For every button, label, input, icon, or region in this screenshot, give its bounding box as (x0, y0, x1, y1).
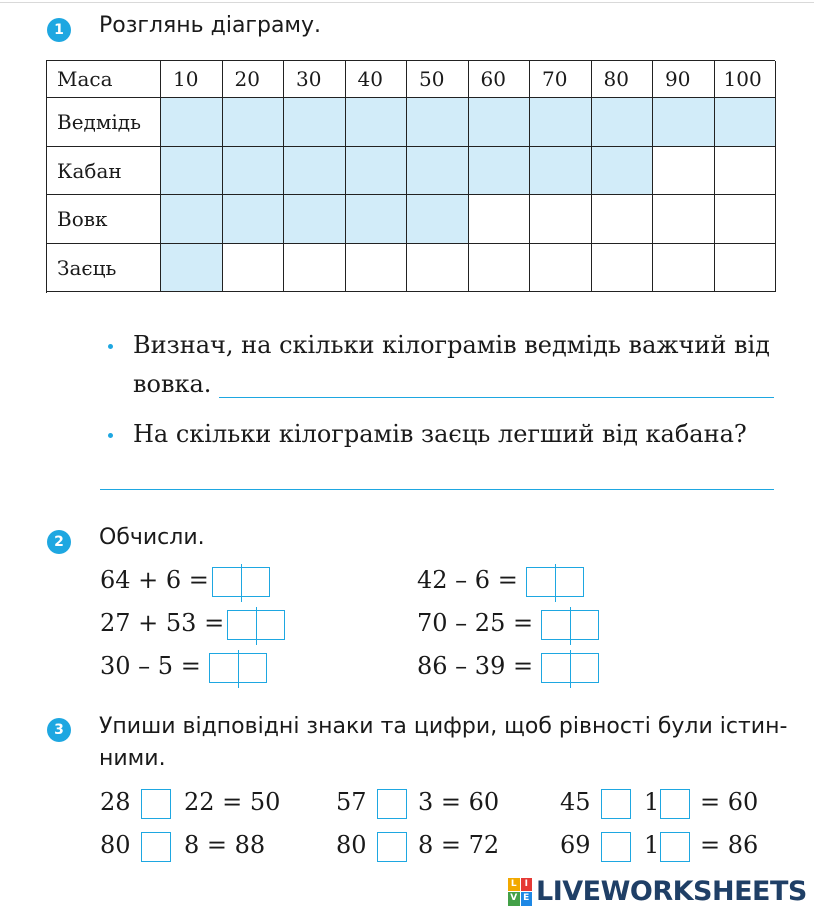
bar-cell-filled (223, 147, 285, 196)
sign-box[interactable] (377, 832, 407, 862)
sign-box[interactable] (601, 832, 631, 862)
bar-cell-filled (469, 98, 531, 147)
animal-label: Вовк (57, 207, 108, 231)
column-label: 50 (419, 67, 445, 91)
logo-text: LIVEWORKSHEETS (536, 876, 807, 907)
bullet (108, 433, 113, 438)
bar-cell-filled (161, 195, 223, 244)
table-column-header (223, 61, 285, 98)
bar-cell-filled (530, 98, 592, 147)
answer-2-line[interactable] (100, 489, 774, 490)
bar-cell-empty (284, 244, 346, 293)
column-label: 100 (723, 67, 762, 91)
bar-cell-filled (346, 147, 408, 196)
expression: 70 – 25 = (417, 609, 534, 637)
bar-cell-filled (161, 244, 223, 293)
bar-cell-filled (284, 195, 346, 244)
bar-cell-filled (284, 147, 346, 196)
table-column-header (346, 61, 408, 98)
answer-box[interactable] (541, 610, 599, 640)
diagram-table (46, 60, 775, 293)
bar-cell-filled (346, 98, 408, 147)
table-column-header (592, 61, 654, 98)
equation-number: 57 (336, 788, 367, 816)
expression: 27 + 53 = (100, 609, 225, 637)
table-row-label (47, 195, 161, 244)
logo-letter: L (508, 878, 520, 892)
question-2-line1: На скільки кілограмів заєць легший від кабана? (133, 420, 747, 448)
sign-box[interactable] (141, 789, 171, 819)
logo-letter: V (508, 892, 520, 906)
bar-cell-filled (469, 147, 531, 196)
digit-box[interactable] (660, 789, 690, 819)
bar-cell-empty (653, 195, 715, 244)
column-label: 20 (234, 67, 260, 91)
question-1-line1: Визнач, на скільки кілограмів ведмідь важчий від (133, 331, 770, 359)
bar-cell-empty (530, 195, 592, 244)
sign-box[interactable] (141, 832, 171, 862)
logo-icon (508, 878, 532, 906)
table-row-label (47, 98, 161, 147)
equation-rest: 3 = 60 (418, 788, 500, 816)
table-column-header (161, 61, 223, 98)
equation-rest: 8 = 72 (418, 831, 500, 859)
bar-cell-filled (653, 98, 715, 147)
liveworksheets-logo (508, 876, 807, 907)
column-label: 10 (173, 67, 199, 91)
bar-cell-filled (223, 98, 285, 147)
bar-cell-filled (592, 98, 654, 147)
column-label: 90 (665, 67, 691, 91)
table-column-header (715, 61, 777, 98)
expression: 86 – 39 = (417, 652, 534, 680)
animal-label: Ведмідь (57, 110, 142, 134)
column-label: 80 (603, 67, 629, 91)
bar-cell-empty (592, 244, 654, 293)
table-row-label (47, 147, 161, 196)
equation-rest: = 60 (700, 788, 759, 816)
bar-cell-empty (223, 244, 285, 293)
expression: 30 – 5 = (100, 652, 201, 680)
answer-box[interactable] (227, 610, 285, 640)
task-3-badge: 3 (47, 718, 71, 742)
bar-cell-empty (592, 195, 654, 244)
equation-number: 80 (336, 831, 367, 859)
task-1-badge: 1 (47, 18, 71, 42)
bar-cell-empty (469, 244, 531, 293)
table-column-header (530, 61, 592, 98)
answer-box[interactable] (541, 653, 599, 683)
equation-number: 80 (100, 831, 131, 859)
equation-number: 45 (560, 788, 591, 816)
bar-cell-empty (715, 147, 777, 196)
sign-box[interactable] (601, 789, 631, 819)
bar-cell-filled (407, 147, 469, 196)
animal-label: Кабан (57, 158, 122, 183)
equation-number: 69 (560, 831, 591, 859)
task-2-badge: 2 (47, 530, 71, 554)
column-label: 70 (542, 67, 568, 91)
bar-cell-filled (346, 195, 408, 244)
bar-cell-empty (715, 195, 777, 244)
task-3-title-line1: Упиши відповідні знаки та цифри, щоб рівності були істин- (99, 714, 788, 739)
animal-label: Заєць (57, 255, 117, 280)
expression: 64 + 6 = (100, 566, 209, 594)
answer-box[interactable] (209, 653, 267, 683)
logo-letter: I (521, 878, 533, 892)
equation-rest: 22 = 50 (184, 788, 281, 816)
bullet (108, 344, 113, 349)
top-divider (0, 2, 814, 3)
expression: 42 – 6 = (417, 566, 518, 594)
bar-cell-filled (530, 147, 592, 196)
table-column-header (653, 61, 715, 98)
sign-box[interactable] (377, 789, 407, 819)
table-row-label (47, 244, 161, 293)
table-header-label (47, 61, 161, 98)
bar-cell-empty (653, 244, 715, 293)
bar-cell-filled (161, 98, 223, 147)
column-label: 30 (296, 67, 322, 91)
equation-number: 28 (100, 788, 131, 816)
equation-digit: 1 (644, 831, 660, 859)
task-3-title-line2: ними. (99, 746, 166, 771)
bar-cell-empty (653, 147, 715, 196)
bar-cell-filled (715, 98, 777, 147)
logo-letter: E (521, 892, 533, 906)
question-1-line2: вовка. (133, 370, 212, 398)
equation-rest: 8 = 88 (184, 831, 266, 859)
digit-box[interactable] (660, 832, 690, 862)
bar-cell-empty (715, 244, 777, 293)
table-column-header (407, 61, 469, 98)
equation-digit: 1 (644, 788, 660, 816)
column-label: 40 (357, 67, 383, 91)
bar-cell-empty (530, 244, 592, 293)
column-label: 60 (480, 67, 506, 91)
bar-cell-empty (407, 244, 469, 293)
equation-rest: = 86 (700, 831, 759, 859)
bar-cell-empty (346, 244, 408, 293)
bar-cell-filled (407, 98, 469, 147)
task-1-title: Розглянь діаграму. (99, 13, 322, 38)
bar-cell-filled (223, 195, 285, 244)
table-column-header (284, 61, 346, 98)
bar-cell-empty (469, 195, 531, 244)
table-column-header (469, 61, 531, 98)
bar-cell-filled (592, 147, 654, 196)
answer-box[interactable] (212, 567, 270, 597)
answer-box[interactable] (526, 567, 584, 597)
answer-1-line[interactable] (219, 397, 774, 398)
bar-cell-filled (161, 147, 223, 196)
task-2-title: Обчисли. (99, 525, 205, 550)
bar-cell-filled (407, 195, 469, 244)
bar-cell-filled (284, 98, 346, 147)
table-header-text: Маса (57, 67, 113, 91)
